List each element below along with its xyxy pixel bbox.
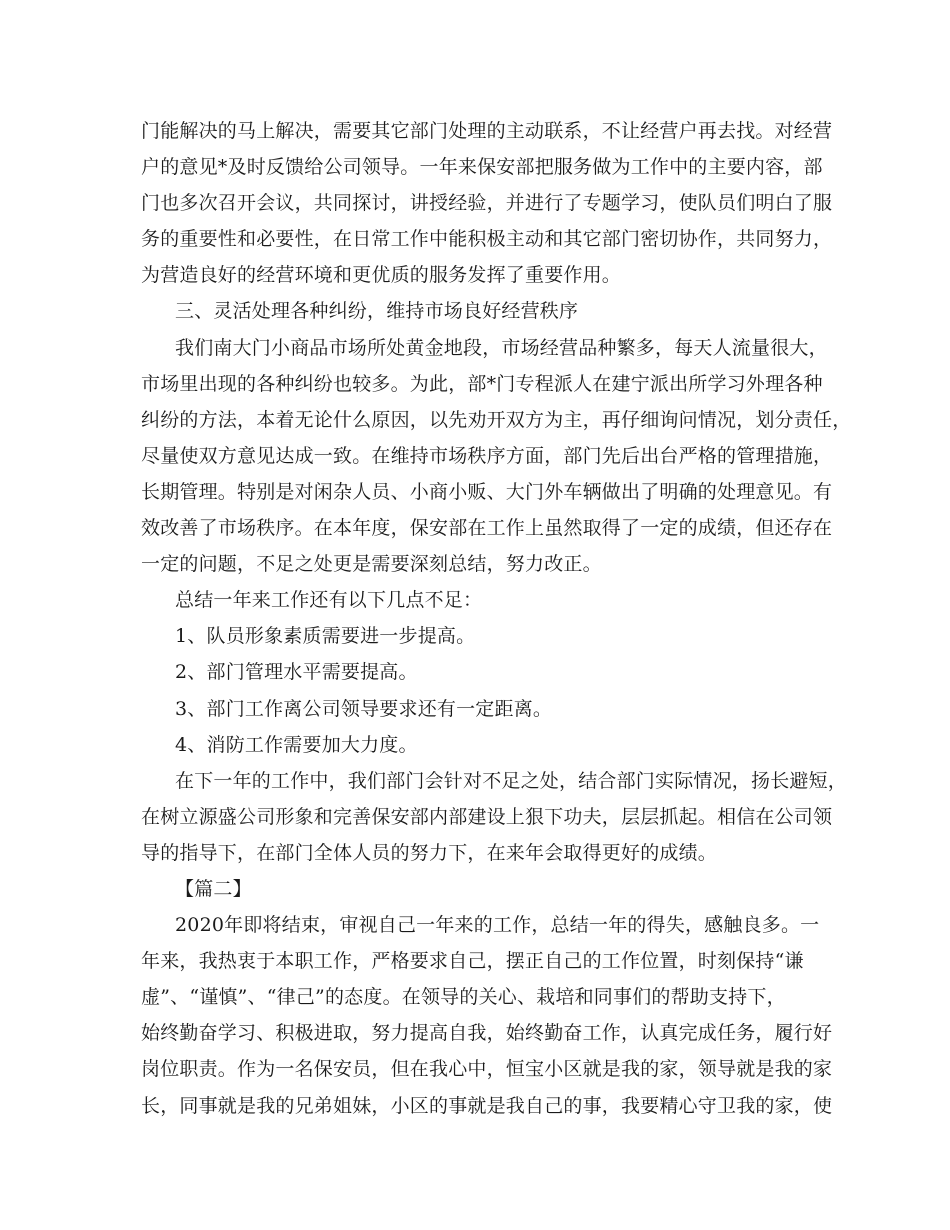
paragraph-line: 效改善了市场秩序。在本年度，保安部在工作上虽然取得了一定的成绩，但还存在 — [141, 517, 833, 540]
paragraph-line: 导的指导下，在部门全体人员的努力下，在来年会取得更好的成绩。 — [141, 841, 718, 864]
paragraph-line: 尽量使双方意见达成一致。在维持市场秩序方面，部门先后出台严格的管理措施， — [141, 444, 833, 467]
paragraph-line: 在树立源盛公司形象和完善保安部内部建设上狠下功夫，层层抓起。相信在公司领 — [141, 805, 833, 828]
list-item: 2、部门管理水平需要提高。 — [175, 661, 418, 684]
paragraph-line: 始终勤奋学习、积极进取，努力提高自我，始终勤奋工作，认真完成任务，履行好 — [141, 1022, 833, 1045]
list-item: 1、队员形象素质需要进一步提高。 — [175, 625, 476, 648]
paragraph-line: 年来，我热衷于本职工作，严格要求自己，摆正自己的工作位置，时刻保持“谦 — [141, 950, 804, 973]
paragraph-line: 岗位职责。作为一名保安员，但在我心中，恒宝小区就是我的家，领导就是我的家 — [141, 1058, 833, 1081]
list-item: 3、部门工作离公司领导要求还有一定距离。 — [175, 697, 553, 720]
paragraph-line: 2020年即将结束，审视自己一年来的工作，总结一年的得失，感触良多。一 — [175, 914, 820, 937]
paragraph-line: 门也多次召开会议，共同探讨，讲授经验，并进行了专题学习，使队员们明白了服 — [141, 192, 833, 215]
paragraph-line: 门能解决的马上解决，需要其它部门处理的主动联系，不让经营户再去找。对经营 — [141, 120, 833, 142]
section-heading: 三、灵活处理各种纠纷，维持市场良好经营秩序 — [175, 300, 579, 323]
paragraph-line: 长，同事就是我的兄弟姐妹，小区的事就是我自己的事，我要精心守卫我的家，使 — [141, 1094, 833, 1117]
paragraph-line: 我们南大门小商品市场所处黄金地段，市场经营品种繁多，每天人流量很大， — [175, 336, 828, 359]
paragraph-line: 户的意见*及时反馈给公司领导。一年来保安部把服务做为工作中的主要内容，部 — [141, 156, 823, 179]
paragraph-line: 为营造良好的经营环境和更优质的服务发挥了重要作用。 — [141, 264, 622, 287]
paragraph-line: 虚”、“谨慎”、“律己”的态度。在领导的关心、栽培和同事们的帮助支持下， — [141, 986, 786, 1009]
paragraph-line: 市场里出现的各种纠纷也较多。为此，部*门专程派人在建宁派出所学习外理各种 — [141, 372, 823, 395]
section-heading: 【篇二】 — [175, 877, 252, 900]
paragraph-line: 在下一年的工作中，我们部门会针对不足之处，结合部门实际情况，扬长避短， — [175, 769, 848, 792]
paragraph-line: 纠纷的方法，本着无论什么原因，以先劝开双方为主，再仔细询问情况，划分责任， — [141, 408, 852, 431]
paragraph-line: 总结一年来工作还有以下几点不足： — [175, 589, 483, 612]
list-item: 4、消防工作需要加大力度。 — [175, 733, 418, 756]
paragraph-line: 长期管理。特别是对闲杂人员、小商小贩、大门外车辆做出了明确的处理意见。有 — [141, 480, 833, 503]
paragraph-line: 一定的问题，不足之处更是需要深刻总结，努力改正。 — [141, 553, 602, 576]
document-body — [141, 113, 852, 1124]
paragraph-line: 务的重要性和必要性，在日常工作中能积极主动和其它部门密切协作，共同努力， — [141, 228, 833, 251]
